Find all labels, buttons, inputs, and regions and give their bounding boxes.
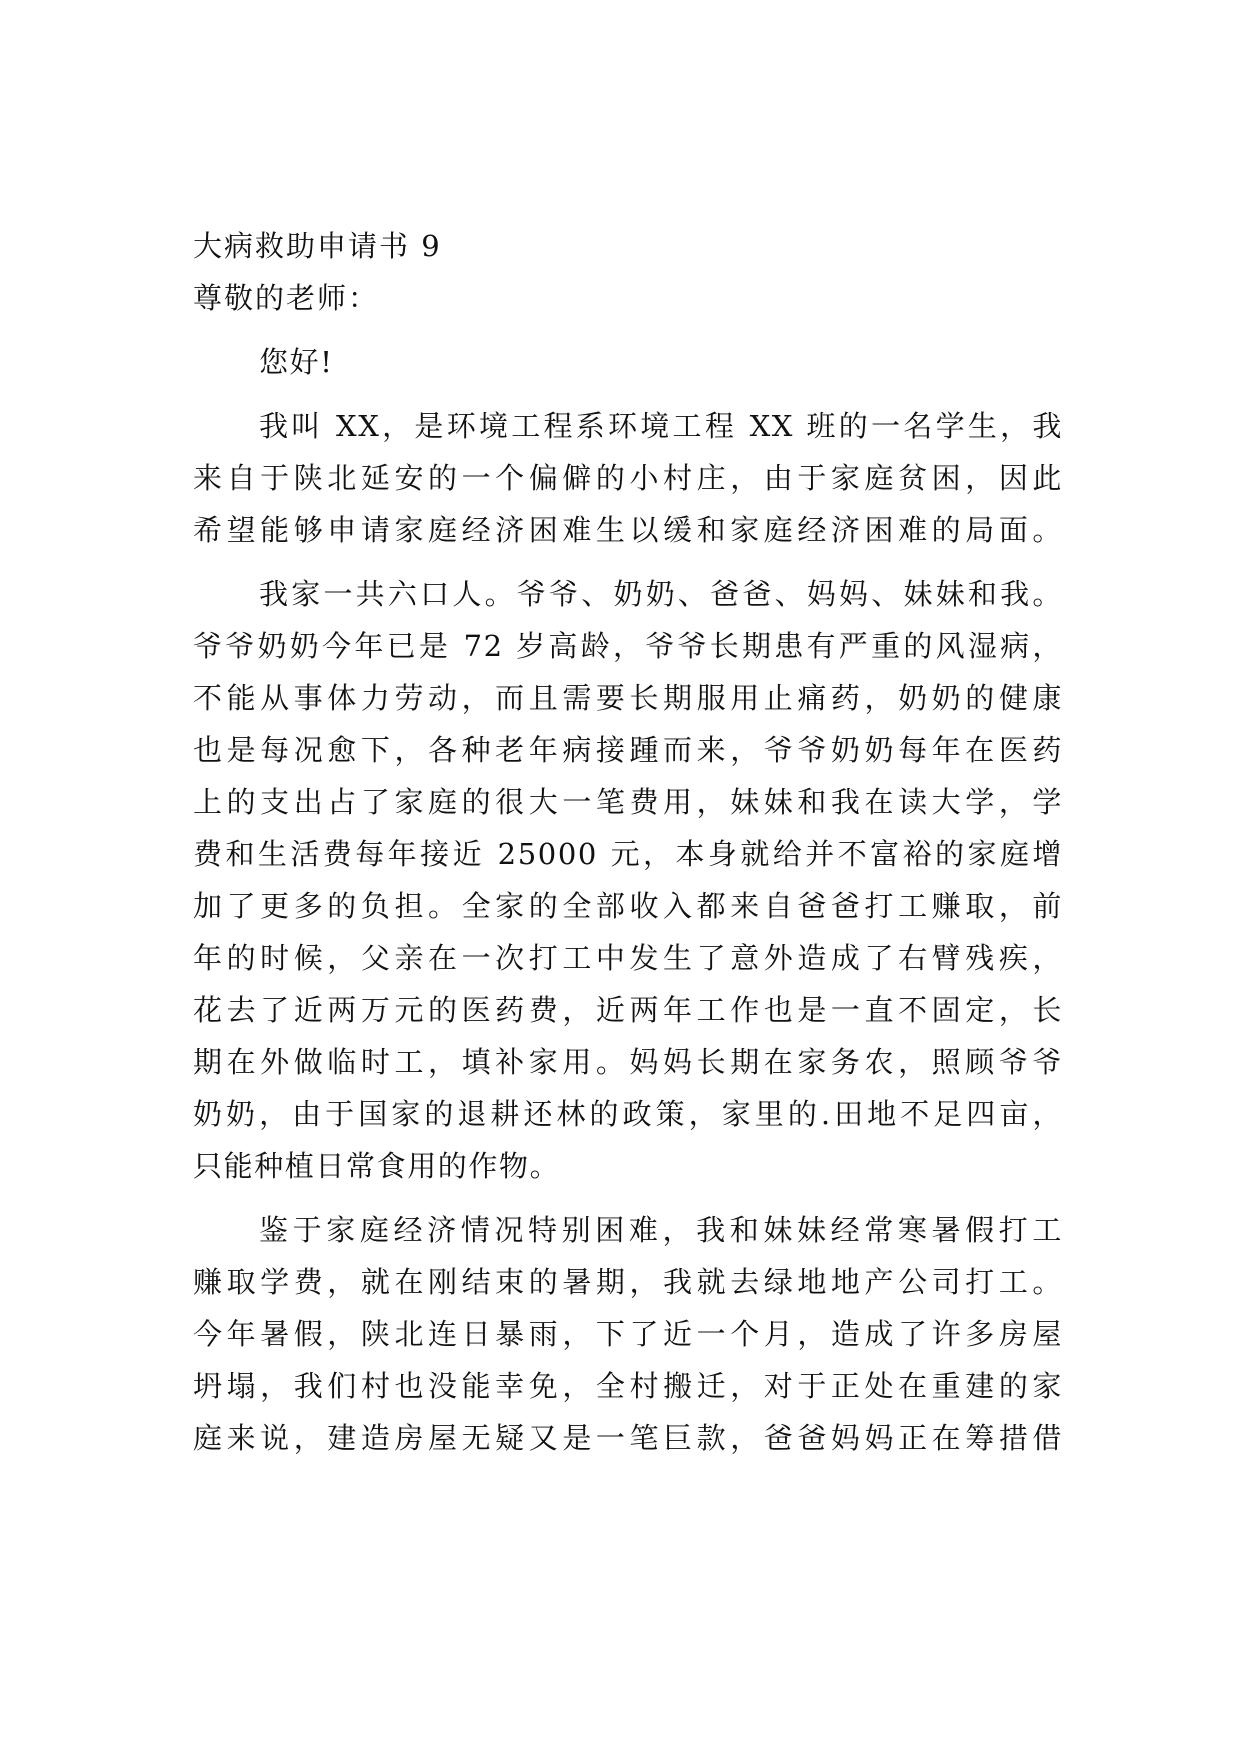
greeting: 您好! (259, 345, 334, 379)
paragraph-2 (193, 568, 1063, 1192)
paragraph-line: 来自于陕北延安的一个偏僻的小村庄，由于家庭贫困，因此 (193, 461, 1063, 495)
salutation: 尊敬的老师： (193, 281, 380, 315)
paragraph-line: 鉴于家庭经济情况特别困难，我和妹妹经常寒暑假打工 (259, 1213, 1063, 1247)
paragraph-line: 也是每况愈下，各种老年病接踵而来，爷爷奶奶每年在医药 (193, 733, 1063, 767)
paragraph-line: 费和生活费每年接近 25000 元，本身就给并不富裕的家庭增 (193, 837, 1063, 871)
paragraph-line: 赚取学费，就在刚结束的暑期，我就去绿地地产公司打工。 (193, 1265, 1063, 1299)
paragraph-line: 上的支出占了家庭的很大一笔费用，妹妹和我在读大学，学 (193, 785, 1063, 819)
paragraph-line: 年的时候，父亲在一次打工中发生了意外造成了右臂残疾， (193, 941, 1063, 975)
paragraph-line: 爷爷奶奶今年已是 72 岁高龄，爷爷长期患有严重的风湿病， (193, 629, 1063, 663)
paragraph-line: 希望能够申请家庭经济困难生以缓和家庭经济困难的局面。 (193, 513, 1063, 547)
paragraph-line: 庭来说，建造房屋无疑又是一笔巨款，爸爸妈妈正在筹措借 (193, 1421, 1063, 1455)
paragraph-line: 加了更多的负担。全家的全部收入都来自爸爸打工赚取，前 (193, 889, 1063, 923)
paragraph-line: 今年暑假，陕北连日暴雨，下了近一个月，造成了许多房屋 (193, 1317, 1063, 1351)
document-body (193, 220, 1063, 1464)
paragraph-line: 我叫 XX，是环境工程系环境工程 XX 班的一名学生，我 (259, 409, 1063, 443)
paragraph-line: 不能从事体力劳动，而且需要长期服用止痛药，奶奶的健康 (193, 681, 1063, 715)
document-title: 大病救助申请书 9 (193, 229, 442, 263)
paragraph-1 (193, 400, 1063, 556)
paragraph-line: 只能种植日常食用的作物。 (193, 1149, 561, 1183)
paragraph-line: 奶奶，由于国家的退耕还林的政策，家里的.田地不足四亩， (193, 1097, 1063, 1131)
paragraph-3 (193, 1204, 1063, 1464)
paragraph-line: 期在外做临时工，填补家用。妈妈长期在家务农，照顾爷爷 (193, 1045, 1063, 1079)
paragraph-line: 我家一共六口人。爷爷、奶奶、爸爸、妈妈、妹妹和我。 (259, 577, 1063, 611)
paragraph-line: 花去了近两万元的医药费，近两年工作也是一直不固定，长 (193, 993, 1063, 1027)
paragraph-line: 坍塌，我们村也没能幸免，全村搬迁，对于正处在重建的家 (193, 1369, 1063, 1403)
